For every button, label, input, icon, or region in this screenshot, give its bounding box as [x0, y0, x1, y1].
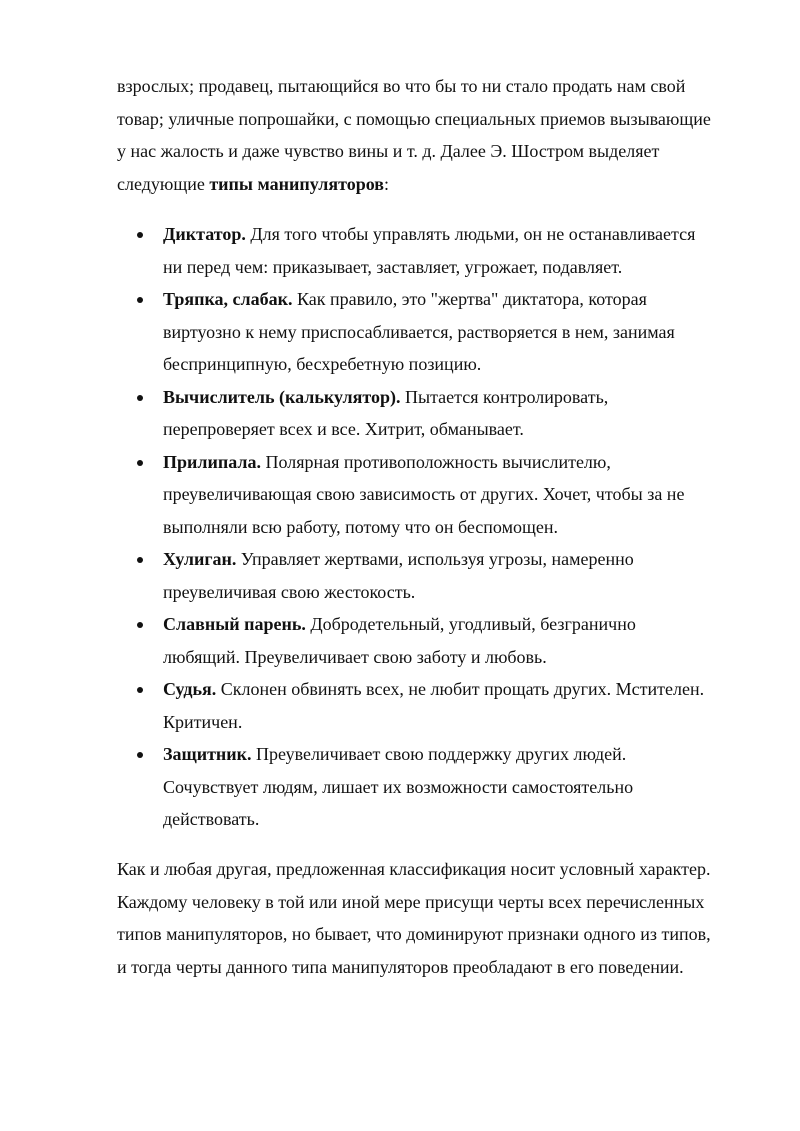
text-line: преувеличивая свою жестокость. [163, 581, 416, 602]
text-line [163, 283, 757, 316]
item-term: Защитник. [163, 744, 252, 764]
bullet-icon [137, 622, 143, 628]
text-line: взрослых; продавец, пытающийся во что бы то ни стало продать нам свой [117, 76, 686, 96]
text-line: ни перед чем: приказывает, заставляет, угрожает, подавляет. [163, 256, 623, 277]
bullet-icon [137, 687, 143, 693]
bullet-icon [137, 752, 143, 758]
list-item [117, 283, 757, 381]
item-term: Судья. [163, 679, 217, 699]
text-line [117, 168, 757, 201]
text-line [163, 381, 757, 414]
text-line: и тогда черты данного типа манипуляторов преобладают в его поведении. [117, 956, 684, 977]
text-line: выполняли всю работу, потому что он беспомощен. [163, 516, 558, 537]
text-line: любящий. Преувеличивает свою заботу и любовь. [163, 646, 547, 667]
bullet-icon [137, 395, 143, 401]
list-item [117, 218, 757, 283]
item-term: Хулиган. [163, 549, 237, 569]
manipulator-types-list [117, 218, 757, 836]
text-line: виртуозно к нему приспосабливается, растворяется в нем, занимая [163, 321, 675, 342]
bullet-icon [137, 232, 143, 238]
item-text: Полярная противоположность вычислителю, [260, 451, 611, 472]
text-line: Как и любая другая, предложенная классификация носит условный характер. [117, 859, 711, 879]
text-line: товар; уличные попрошайки, с помощью специальных приемов вызывающие [117, 108, 711, 129]
item-text: Как правило, это "жертва" диктатора, которая [292, 289, 647, 309]
item-text: Склонен обвинять всех, не любит прощать других. Мстителен. [216, 679, 705, 699]
bullet-icon [137, 557, 143, 563]
text-line: перепроверяет всех и все. Хитрит, обманывает. [163, 419, 524, 439]
list-item [117, 673, 757, 738]
intro-paragraph [117, 70, 757, 200]
text-line [163, 608, 757, 641]
item-text: Управляет жертвами, используя угрозы, намеренно [236, 549, 634, 569]
text-fragment: : [383, 173, 389, 194]
text-line: Сочувствует людям, лишает их возможности самостоятельно [163, 776, 634, 797]
text-line: преувеличивающая свою зависимость от других. Хочет, чтобы за не [163, 484, 685, 504]
text-line [163, 446, 757, 479]
text-line: у нас жалость и даже чувство вины и т. д. Далее Э. Шостром выделяет [117, 141, 660, 161]
item-term: Тряпка, слабак. [163, 289, 293, 309]
conclusion-paragraph [117, 853, 757, 983]
item-text: Пытается контролировать, [400, 386, 609, 407]
bullet-icon [137, 297, 143, 303]
text-line: действовать. [163, 809, 260, 829]
text-line: беспринципную, бесхребетную позицию. [163, 354, 482, 374]
bold-term: типы манипуляторов [209, 173, 384, 194]
text-line [163, 543, 757, 576]
text-line [163, 673, 757, 706]
text-line [163, 738, 757, 771]
item-term: Славный парень. [163, 614, 306, 634]
list-item [117, 446, 757, 544]
item-term: Вычислитель (калькулятор). [163, 386, 401, 407]
text-fragment: следующие [117, 173, 210, 194]
item-text: Добродетельный, угодливый, безгранично [305, 614, 636, 634]
text-line: Каждому человеку в той или иной мере присущи черты всех перечисленных [117, 891, 705, 912]
list-item [117, 608, 757, 673]
bullet-icon [137, 460, 143, 466]
item-text: Для того чтобы управлять людьми, он не останавливается [245, 224, 696, 244]
list-item [117, 543, 757, 608]
text-line: типов манипуляторов, но бывает, что доминируют признаки одного из типов, [117, 924, 711, 944]
text-line [163, 218, 757, 251]
list-item [117, 738, 757, 836]
item-term: Прилипала. [163, 451, 261, 472]
item-term: Диктатор. [163, 224, 246, 244]
item-text: Преувеличивает свою поддержку других людей. [251, 744, 627, 764]
text-line: Критичен. [163, 711, 243, 732]
list-item [117, 381, 757, 446]
